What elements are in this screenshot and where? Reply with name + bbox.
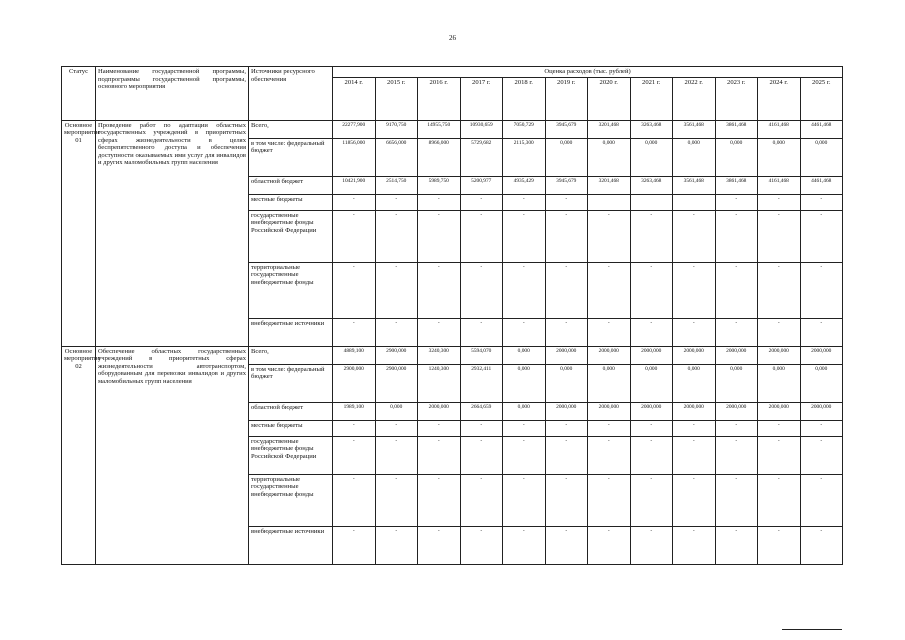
expense-value: 4889,100 xyxy=(333,346,376,364)
expense-value: - xyxy=(503,474,546,526)
expense-value: - xyxy=(800,210,843,262)
expense-value: 2000,000 xyxy=(758,346,801,364)
expense-value: - xyxy=(460,194,503,210)
expense-value: 2000,000 xyxy=(588,346,631,364)
header-name: Наименование государственной программы, подпрограммы государственной программы, основного мероприятия xyxy=(96,67,249,121)
expense-value: - xyxy=(333,318,376,346)
expense-value: - xyxy=(715,318,758,346)
expense-value: - xyxy=(375,474,418,526)
expense-value: - xyxy=(460,436,503,474)
expense-value: - xyxy=(503,420,546,436)
expense-value: - xyxy=(545,262,588,318)
expense-value: 0,000 xyxy=(715,138,758,176)
expense-value: - xyxy=(800,474,843,526)
header-source: Источники ресурсного обеспечения xyxy=(249,67,333,121)
header-year: 2019 г. xyxy=(545,77,588,120)
expense-value: 3263,468 xyxy=(630,176,673,194)
expense-value: - xyxy=(545,420,588,436)
expense-value: 2000,000 xyxy=(418,402,461,420)
expense-value: 3201,468 xyxy=(588,120,631,138)
funding-source: государственные внебюджетные фонды Российской Федерации xyxy=(249,210,333,262)
expense-value: 5989,750 xyxy=(418,176,461,194)
funding-source: местные бюджеты xyxy=(249,420,333,436)
expense-value: 4461,468 xyxy=(800,120,843,138)
expense-value: 0,000 xyxy=(758,138,801,176)
expense-value: 0,000 xyxy=(588,364,631,402)
expense-value: 9170,750 xyxy=(375,120,418,138)
expense-value: 2000,000 xyxy=(715,346,758,364)
table-body xyxy=(62,120,843,564)
expense-value: - xyxy=(545,436,588,474)
expense-value: 2000,000 xyxy=(800,346,843,364)
expense-value: 3561,468 xyxy=(673,120,716,138)
expense-value: - xyxy=(333,420,376,436)
expense-value: 2000,000 xyxy=(588,402,631,420)
expense-value: - xyxy=(503,318,546,346)
header-year: 2020 г. xyxy=(588,77,631,120)
expense-value: 3201,468 xyxy=(588,176,631,194)
expense-value: 22277,900 xyxy=(333,120,376,138)
expense-value: - xyxy=(673,436,716,474)
expense-value: 2000,000 xyxy=(545,346,588,364)
expense-value: 5594,070 xyxy=(460,346,503,364)
expense-value: - xyxy=(588,210,631,262)
expense-value: 8966,000 xyxy=(418,138,461,176)
expense-value: - xyxy=(460,420,503,436)
expense-value: - xyxy=(375,420,418,436)
expense-value: - xyxy=(630,474,673,526)
header-year: 2022 г. xyxy=(673,77,716,120)
expense-value: 2932,411 xyxy=(460,364,503,402)
expense-value: - xyxy=(418,194,461,210)
event-status: Основное мероприятие 01 xyxy=(62,120,96,346)
event-status: Основное мероприятие 02 xyxy=(62,346,96,564)
expense-value: - xyxy=(333,210,376,262)
expense-value: 2115,300 xyxy=(503,138,546,176)
expense-value: - xyxy=(333,526,376,564)
expense-value: - xyxy=(375,318,418,346)
funding-source: областной бюджет xyxy=(249,176,333,194)
expense-value: - xyxy=(630,210,673,262)
expense-value: 0,000 xyxy=(375,402,418,420)
expense-value: - xyxy=(588,436,631,474)
expense-value: - xyxy=(758,262,801,318)
table-row xyxy=(62,120,843,138)
expense-value: 2900,000 xyxy=(375,364,418,402)
expense-value: 0,000 xyxy=(545,364,588,402)
expense-value: - xyxy=(715,436,758,474)
expense-value: 0,000 xyxy=(673,364,716,402)
expense-value: - xyxy=(758,474,801,526)
expense-value: 4161,468 xyxy=(758,176,801,194)
header-year: 2021 г. xyxy=(630,77,673,120)
expense-value: - xyxy=(503,526,546,564)
expense-value: 0,000 xyxy=(630,138,673,176)
expense-value: - xyxy=(545,474,588,526)
expense-value: - xyxy=(503,262,546,318)
expense-value: - xyxy=(418,318,461,346)
expense-value: - xyxy=(460,210,503,262)
header-year: 2024 г. xyxy=(758,77,801,120)
expense-value: - xyxy=(418,526,461,564)
header-expenses: Оценка расходов (тыс. рублей) xyxy=(333,67,843,78)
expense-value: 0,000 xyxy=(503,364,546,402)
expense-value: - xyxy=(715,262,758,318)
expense-value: - xyxy=(673,474,716,526)
expense-value: - xyxy=(333,474,376,526)
expense-value: 0,000 xyxy=(715,364,758,402)
expense-value: - xyxy=(800,436,843,474)
funding-source: Всего, xyxy=(249,120,333,138)
expense-value: 3263,468 xyxy=(630,120,673,138)
expense-value: 2000,000 xyxy=(758,402,801,420)
funding-source: территориальные государственные внебюджетные фонды xyxy=(249,474,333,526)
expense-value: 2000,000 xyxy=(715,402,758,420)
expense-value xyxy=(588,194,631,210)
header-status: Статус xyxy=(62,67,96,121)
expense-value xyxy=(630,194,673,210)
expense-value: 0,000 xyxy=(800,138,843,176)
expense-value: - xyxy=(418,474,461,526)
expense-value: 3945,679 xyxy=(545,120,588,138)
expense-value: 0,000 xyxy=(630,364,673,402)
expense-value: - xyxy=(758,194,801,210)
expense-value: - xyxy=(375,194,418,210)
expense-value: - xyxy=(715,474,758,526)
expense-value: - xyxy=(758,526,801,564)
expense-value: 1240,300 xyxy=(418,364,461,402)
expense-value: 7050,729 xyxy=(503,120,546,138)
header-year: 2018 г. xyxy=(503,77,546,120)
expense-value: - xyxy=(715,194,758,210)
expense-value: - xyxy=(630,318,673,346)
expense-value: - xyxy=(758,318,801,346)
expense-value: 0,000 xyxy=(588,138,631,176)
funding-source: областной бюджет xyxy=(249,402,333,420)
funding-source: территориальные государственные внебюджетные фонды xyxy=(249,262,333,318)
expense-value: 0,000 xyxy=(673,138,716,176)
expense-value: 1989,100 xyxy=(333,402,376,420)
expense-value: - xyxy=(333,436,376,474)
expense-value: - xyxy=(673,210,716,262)
expense-value: - xyxy=(673,262,716,318)
expense-value: - xyxy=(460,474,503,526)
expense-value: - xyxy=(460,262,503,318)
expense-value: - xyxy=(588,318,631,346)
expense-value: - xyxy=(673,420,716,436)
expense-value: - xyxy=(375,526,418,564)
header-year: 2016 г. xyxy=(418,77,461,120)
expense-value: - xyxy=(588,420,631,436)
expense-value: - xyxy=(800,526,843,564)
expense-value: - xyxy=(333,194,376,210)
expense-value: 2900,000 xyxy=(375,346,418,364)
expense-value: - xyxy=(758,420,801,436)
expense-value: - xyxy=(418,436,461,474)
expense-value: - xyxy=(375,436,418,474)
expense-value: 2514,750 xyxy=(375,176,418,194)
expense-value: - xyxy=(503,194,546,210)
expense-value: - xyxy=(758,210,801,262)
expense-value: 4935,429 xyxy=(503,176,546,194)
table-row xyxy=(62,346,843,364)
header-year: 2017 г. xyxy=(460,77,503,120)
expense-value: 5200,977 xyxy=(460,176,503,194)
event-name: Проведение работ по адаптации областных государственных учреждений в приоритетных сферах жизнедеятельности в целях беспрепятственного доступа и обеспечения доступности оказываемых ими услуг для инвалидов и других маломобильных групп населения xyxy=(96,120,249,346)
funding-source: внебюджетные источники xyxy=(249,318,333,346)
expense-value: - xyxy=(545,318,588,346)
expense-value: - xyxy=(715,526,758,564)
expense-value: 11856,000 xyxy=(333,138,376,176)
expense-value: 4161,468 xyxy=(758,120,801,138)
expense-value: - xyxy=(588,262,631,318)
expense-value: - xyxy=(630,526,673,564)
funding-source: Всего, xyxy=(249,346,333,364)
expense-value: - xyxy=(630,262,673,318)
header-year: 2023 г. xyxy=(715,77,758,120)
expense-value: - xyxy=(588,526,631,564)
expense-value: 2000,000 xyxy=(673,346,716,364)
expense-value: 3861,468 xyxy=(715,176,758,194)
expense-value: - xyxy=(418,262,461,318)
expense-value: - xyxy=(545,210,588,262)
funding-source: государственные внебюджетные фонды Российской Федерации xyxy=(249,436,333,474)
expense-value: - xyxy=(333,262,376,318)
expense-value: 0,000 xyxy=(503,402,546,420)
expense-value: 2000,000 xyxy=(630,346,673,364)
expense-value: 3561,468 xyxy=(673,176,716,194)
expense-value: - xyxy=(630,436,673,474)
expense-value: 4461,468 xyxy=(800,176,843,194)
footer-rule xyxy=(782,629,842,630)
expense-value: 2000,000 xyxy=(800,402,843,420)
expense-value: - xyxy=(758,436,801,474)
expense-value: 2000,000 xyxy=(545,402,588,420)
expense-value xyxy=(673,194,716,210)
expense-value: 10421,900 xyxy=(333,176,376,194)
funding-source: в том числе: федеральный бюджет xyxy=(249,138,333,176)
expense-value: - xyxy=(418,210,461,262)
header-year: 2025 г. xyxy=(800,77,843,120)
expense-value: - xyxy=(503,436,546,474)
header-year: 2015 г. xyxy=(375,77,418,120)
expense-value: - xyxy=(545,526,588,564)
expense-value: - xyxy=(630,420,673,436)
expense-value: 3861,468 xyxy=(715,120,758,138)
expense-value: 2000,000 xyxy=(673,402,716,420)
expense-value: 3240,300 xyxy=(418,346,461,364)
expense-value: 5729,682 xyxy=(460,138,503,176)
expense-value: - xyxy=(460,318,503,346)
expense-value: 14955,750 xyxy=(418,120,461,138)
table-header xyxy=(62,67,843,121)
expense-value: - xyxy=(418,420,461,436)
funding-source: местные бюджеты xyxy=(249,194,333,210)
expense-value: - xyxy=(715,210,758,262)
expense-value: - xyxy=(375,210,418,262)
expense-value: - xyxy=(375,262,418,318)
expense-value: 6656,000 xyxy=(375,138,418,176)
expense-value: 10930,659 xyxy=(460,120,503,138)
expense-value: 0,000 xyxy=(545,138,588,176)
expense-value: - xyxy=(503,210,546,262)
expense-value: - xyxy=(673,318,716,346)
expense-value: - xyxy=(800,262,843,318)
funding-source: внебюджетные источники xyxy=(249,526,333,564)
funding-source: в том числе: федеральный бюджет xyxy=(249,364,333,402)
budget-table xyxy=(61,66,843,565)
expense-value: - xyxy=(545,194,588,210)
expense-value: - xyxy=(800,420,843,436)
expense-value: 2900,000 xyxy=(333,364,376,402)
page-number: 26 xyxy=(449,34,456,42)
expense-value: 0,000 xyxy=(503,346,546,364)
expense-value: 2000,000 xyxy=(630,402,673,420)
expense-value: 0,000 xyxy=(758,364,801,402)
header-year: 2014 г. xyxy=(333,77,376,120)
expense-value: - xyxy=(715,420,758,436)
expense-value: 2664,659 xyxy=(460,402,503,420)
expense-value: 0,000 xyxy=(800,364,843,402)
expense-value: - xyxy=(800,194,843,210)
expense-value: 3945,679 xyxy=(545,176,588,194)
event-name: Обеспечение областных государственных учреждений в приоритетных сферах жизнедеятельности автотранспортом, оборудованным для перевозки инвалидов и других маломобильных групп населения xyxy=(96,346,249,564)
expense-value: - xyxy=(673,526,716,564)
expense-value: - xyxy=(588,474,631,526)
expense-value: - xyxy=(460,526,503,564)
expense-value: - xyxy=(800,318,843,346)
